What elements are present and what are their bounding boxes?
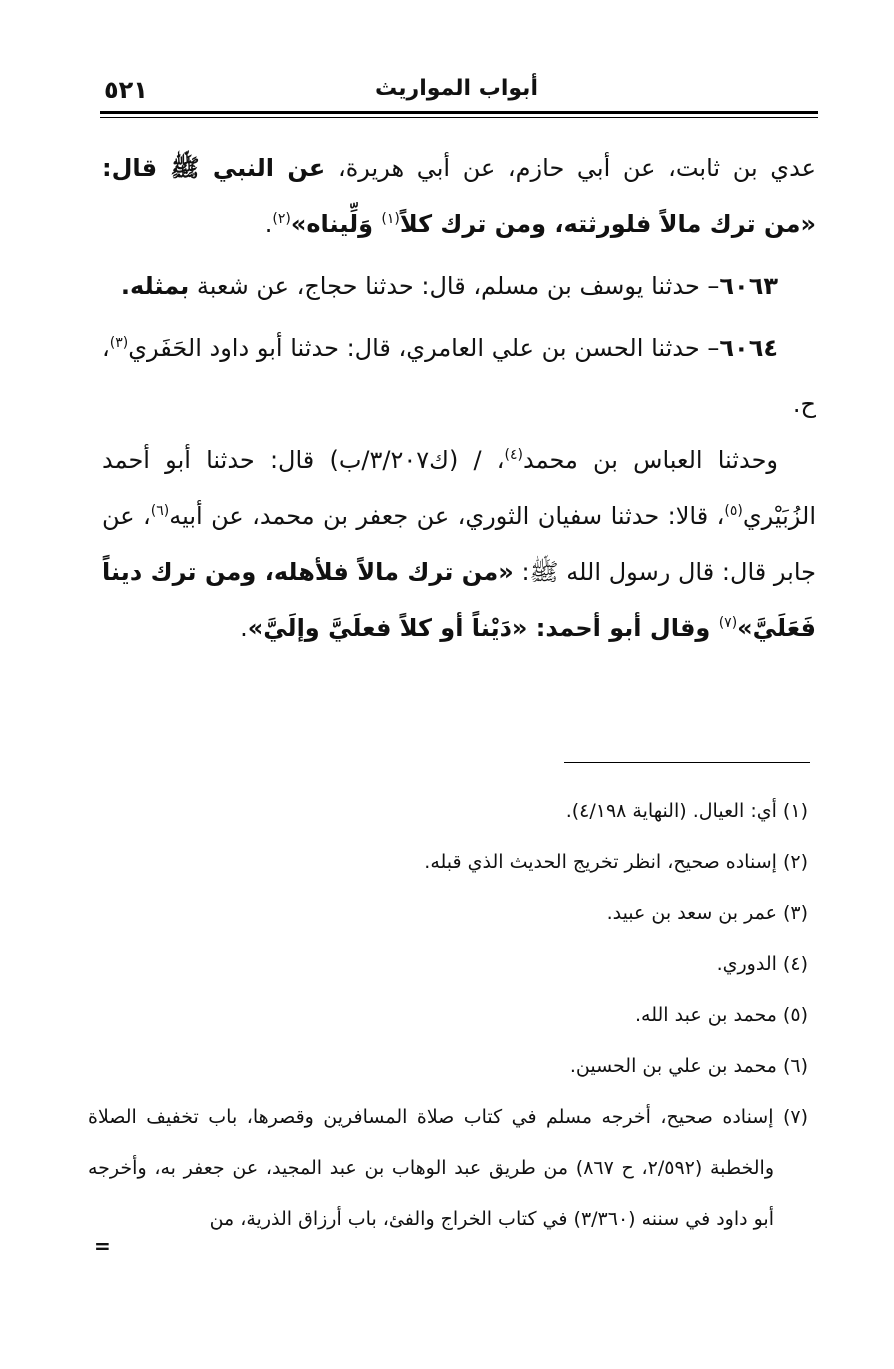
hadith-6063 [102, 258, 816, 314]
header-rule-thin [100, 117, 818, 118]
text-run: ، ح. [102, 334, 816, 418]
hadith-quote: «من ترك مالاً فلورثته، ومن ترك كلاً [399, 210, 816, 238]
hadith-quote: «من ترك مالاً فلأهله، ومن ترك ديناً فَعَلَيَّ» [102, 558, 816, 642]
footnote-6: (٦) محمد بن علي بن الحسين. [569, 1055, 808, 1077]
text-run: ، قالا: حدثنا سفيان الثوري، عن جعفر بن محمد، عن أبيه [169, 502, 725, 530]
page-number: ٥٢١ [104, 76, 148, 104]
footnote-separator [564, 762, 810, 763]
text-run-bold: وقال أبو أحمد: [527, 614, 719, 642]
text-run: . [240, 614, 248, 642]
footnote-ref[interactable]: (٢) [272, 211, 291, 227]
text-run: ، عن جابر قال: قال رسول الله ﷺ: [102, 502, 816, 586]
hadith-number: ٦٠٦٣ [719, 272, 778, 300]
text-run-bold: عن النبي ﷺ قال: [102, 154, 326, 182]
footnotes [88, 786, 808, 1245]
hadith-quote: وَلِّيناه» [290, 210, 382, 238]
continuation-mark: = [94, 1234, 111, 1258]
footnote-ref[interactable]: (٧) [718, 615, 738, 631]
footnote-ref[interactable]: (٦) [150, 503, 170, 519]
footnote-ref[interactable]: (١) [381, 211, 400, 227]
footnote-1: (١) أي: العيال. (النهاية ٤/١٩٨). [565, 800, 808, 822]
footnote-ref[interactable]: (٣) [109, 335, 129, 351]
hadith-quote: «دَيْناً أو كلاً فعلَيَّ وإلَيَّ» [247, 614, 528, 642]
footnote-4: (٤) الدوري. [716, 953, 808, 975]
chapter-title: أبواب المواريث [374, 76, 538, 101]
header-rule-thick [100, 111, 818, 114]
text-run: – حدثنا يوسف بن مسلم، قال: حدثنا حجاج، عن شعبة [189, 272, 720, 300]
paragraph-continuation [102, 140, 816, 252]
text-run: ، / (ك٣/٢٠٧/ب) قال: حدثنا أبو أحمد الزُبَيْري [102, 446, 816, 530]
running-header [100, 76, 818, 110]
footnote-ref[interactable]: (٥) [724, 503, 743, 519]
footnote-2: (٢) إسناده صحيح، انظر تخريج الحديث الذي قبله. [424, 851, 808, 873]
text-run-bold: بمثله. [120, 272, 190, 300]
hadith-6064 [102, 320, 816, 432]
hadith-6064-second-chain [102, 432, 816, 656]
hadith-number: ٦٠٦٤ [719, 334, 778, 362]
footnote-3: (٣) عمر بن سعد بن عبيد. [606, 902, 808, 924]
text-run: عدي بن ثابت، عن أبي حازم، عن أبي هريرة، [325, 154, 817, 182]
footnote-ref[interactable]: (٤) [504, 447, 523, 463]
footnote-5: (٥) محمد بن عبد الله. [635, 1004, 808, 1026]
main-text [102, 140, 816, 656]
footnote-7: (٧) إسناده صحيح، أخرجه مسلم في كتاب صلاة المسافرين وقصرها، باب تخفيف الصلاة والخطبة (٢/٥٩٢، ح ٨٦٧) من طريق عبد الوهاب بن عبد المجيد، عن جعفر به، وأخرجه أبو داود في سننه (٣/٣٦٠) في كتاب الخراج والفئ، باب أرزاق الذرية، من [88, 1106, 808, 1230]
text-run: . [264, 210, 273, 238]
text-run: – حدثنا الحسن بن علي العامري، قال: حدثنا أبو داود الحَفَري [128, 334, 720, 362]
text-run: وحدثنا العباس بن محمد [523, 446, 779, 474]
